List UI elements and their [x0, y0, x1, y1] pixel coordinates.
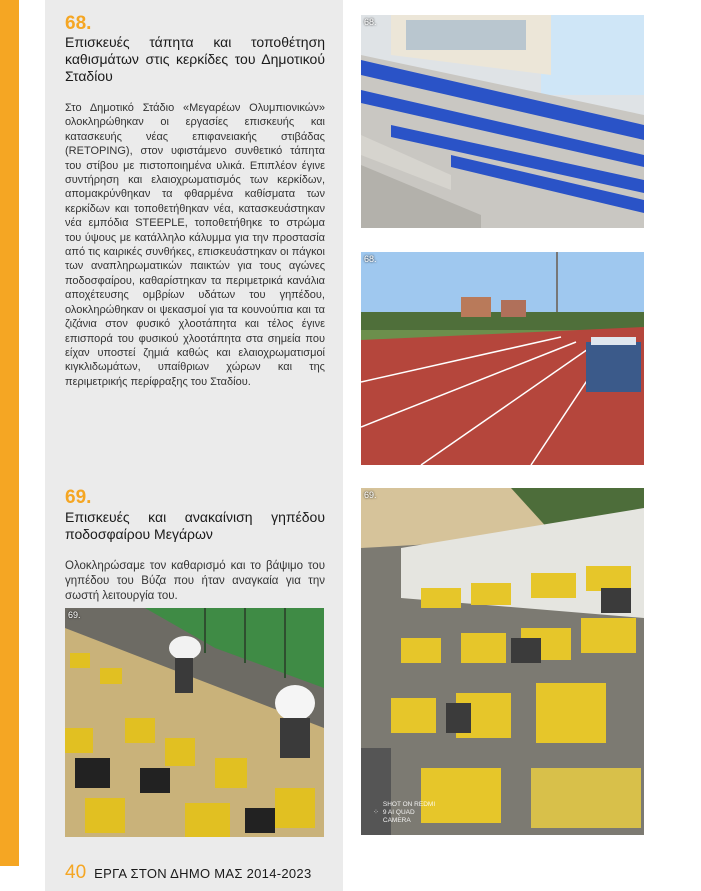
section-68-number: 68.	[65, 13, 92, 34]
camera-logo-icon: ⁘	[373, 809, 379, 816]
photo-track-label: 68.	[364, 254, 377, 264]
footer-title: ΕΡΓΑ ΣΤΟΝ ΔΗΜΟ ΜΑΣ 2014-2023	[94, 866, 312, 881]
section-69-body: Ολοκληρώσαμε τον καθαρισμό και το βάψιμο του γηπέδου του Βύζα που ήταν αναγκαία για την σωστή λειτουργία του.	[65, 560, 325, 602]
section-69-title: Επισκευές και ανακαίνιση γηπέδου ποδοσφαίρου Μεγάρων	[65, 509, 325, 542]
photo-cleaning-label: 69.	[68, 610, 81, 620]
accent-bar	[0, 0, 19, 866]
page-number: 40	[65, 862, 87, 883]
photo-yellow-stands	[361, 488, 644, 835]
section-69-number: 69.	[65, 487, 92, 508]
section-68-body: Στο Δημοτικό Στάδιο «Μεγαρέων Ολυμπιονικών» ολοκληρώθηκαν οι εργασίες επισκευής και κατασκευής νέας επιφανειακής στιβάδας (RETOPING), στον υφιστάμενο συνθετικό τάπητα του στίβου με πιστοποιημένα υλικά. Επιπλέον έγινε συντήρηση και ελαιοχρωματισμός των κερκίδων, απομακρύνθηκαν τα φθαρμένα καθίσματα των κερκίδων και τοποθετήθηκαν νέα, κατασκευάστηκαν νέα εμπόδια STEEPLE, τοποθετήθηκε το στρώμα του ύψους με κατάλληλο κάλυμμα για την προστασία από τις καιρικές συνθήκες, επισκευάστηκαν οι πάγκοι των αναπληρωματικών παικτών για τους αγώνες ποδοσφαίρου, καθαρίστηκαν τα περιμετρικά κανάλια αποχέτευσης ομβρίων υδάτων του γηπέδου, ολοκληρώθηκαν οι ψεκασμοί για τα κουνούπια και τα ζιζάνια στον φυσικό χλοοτάπητα και τέλος έγινε επισπορά του φυσικού χλοοτάπητα στα σημεία που είχαν υποστεί ζημιά καθώς και ελαιοχρωματισμοί κιγκλιδωμάτων, υπαίθριων χώρων και της περιμετρικής περίφραξης του Σταδίου.	[65, 102, 325, 388]
photo-yellow-stands-label: 69.	[364, 490, 377, 500]
photo-running-track	[361, 252, 644, 465]
photo-cleaning-seats	[65, 608, 324, 837]
page-footer	[65, 862, 312, 882]
camera-watermark: ⁘SHOT ON REDMI 9 AI QUAD CAMERA	[373, 801, 436, 824]
photo-blue-stadium-seats	[361, 15, 644, 228]
section-68-title: Επισκευές τάπητα και τοποθέτηση καθισμάτων στις κερκίδες του Δημοτικού Σταδίου	[65, 34, 325, 84]
photo-blue-seats-label: 68.	[364, 17, 377, 27]
